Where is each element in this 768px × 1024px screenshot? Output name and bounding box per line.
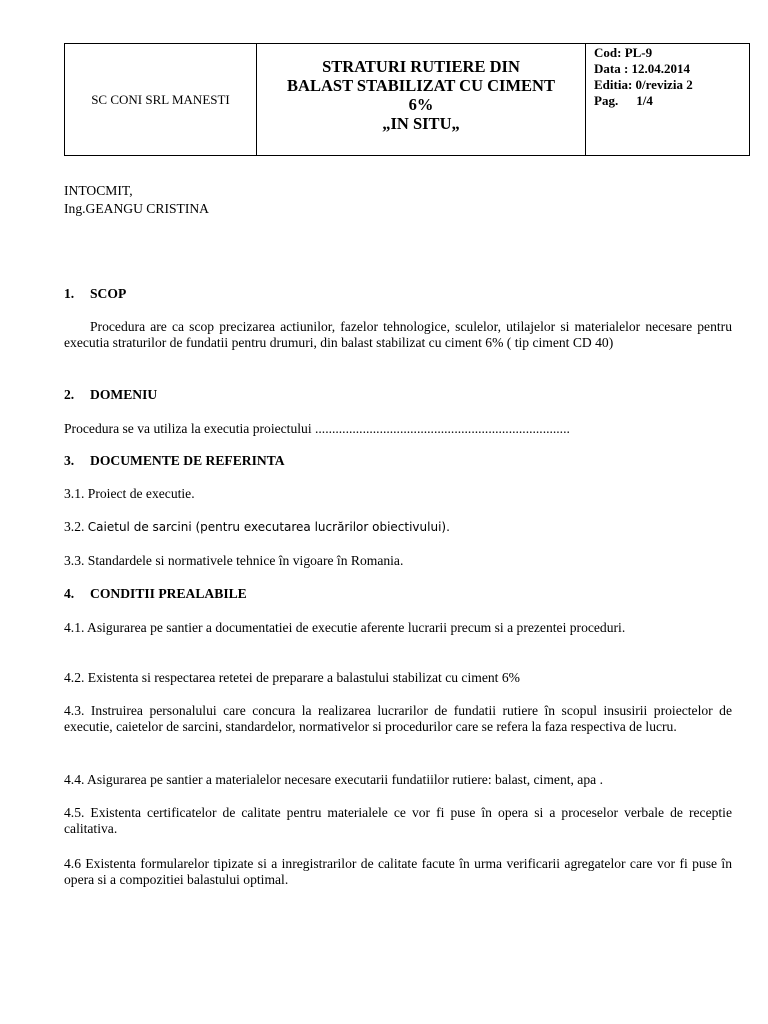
doc-edition: Editia: 0/revizia 2 (594, 77, 693, 92)
company-cell (65, 44, 257, 155)
section-3-heading (64, 453, 732, 469)
section-1-number: 1. (64, 286, 75, 301)
title-line-4: „IN SITU„ (382, 114, 460, 133)
author-name: Ing.GEANGU CRISTINA (64, 201, 209, 216)
section-4-title: CONDITII PREALABILE (90, 586, 247, 601)
section-3-item-3: 3.3. Standardele si normativele tehnice în vigoare în Romania. (64, 553, 404, 568)
section-4-item-1: 4.1. Asigurarea pe santier a documentatiei de executie aferente lucrarii precum si a prezentei proceduri. (64, 620, 626, 635)
section-1-heading (64, 286, 732, 302)
section-3-item-2-prefix: 3.2. (64, 519, 88, 534)
page-value: 1/4 (636, 93, 653, 108)
section-4-item-3: 4.3. Instruirea personalului care concura la realizarea lucrarilor de fundatii rutiere în scopul insusirii proiectelor de executie, caietelor de sarcini, standardelor, normativelor si procedurilor care se refera la faza respectiva de lucru. (64, 703, 732, 734)
section-4-item-4: 4.4. Asigurarea pe santier a materialelor necesare executarii fundatiilor rutiere: balast, ciment, apa . (64, 772, 603, 787)
title-line-1: STRATURI RUTIERE DIN (322, 57, 520, 76)
doc-code: Cod: PL-9 (594, 45, 653, 60)
title-line-3: 6% (408, 95, 434, 114)
section-4-number: 4. (64, 586, 75, 601)
header-table (64, 43, 750, 156)
section-1-text: Procedura are ca scop precizarea actiunilor, fazelor tehnologice, sculelor, utilajelor si materialelor necesare pentru executia straturilor de fundatii pentru drumuri, din balast stabilizat cu ciment 6% ( tip ciment CD 40) (64, 319, 732, 350)
document-title (257, 44, 586, 155)
doc-date: Data : 12.04.2014 (594, 61, 691, 76)
section-4-item-6: 4.6 Existenta formularelor tipizate si a inregistrarilor de calitate facute în urma verificarii agregatelor care vor fi puse în opera si a compozitiei balastului optimal. (64, 856, 732, 887)
section-2-heading (64, 387, 732, 403)
section-1-title: SCOP (90, 286, 127, 301)
document-meta (586, 44, 749, 155)
company-name: SC CONI SRL MANESTI (91, 91, 230, 107)
section-3-item-1: 3.1. Proiect de executie. (64, 486, 195, 501)
title-line-2: BALAST STABILIZAT CU CIMENT (287, 76, 555, 95)
section-3-number: 3. (64, 453, 75, 468)
section-3-item-2 (64, 519, 732, 535)
author-label: INTOCMIT, (64, 183, 133, 198)
section-2-title: DOMENIU (90, 387, 158, 402)
section-3-title: DOCUMENTE DE REFERINTA (90, 453, 285, 468)
section-4-item-5: 4.5. Existenta certificatelor de calitate pentru materialele ce vor fi puse în opera si a proceselor verbale de receptie calitativa. (64, 805, 732, 836)
section-4-heading (64, 586, 732, 602)
page-label: Pag. (594, 93, 619, 108)
doc-page (594, 93, 749, 109)
section-2-text: Procedura se va utiliza la executia proiectului ........................................................................... (64, 421, 570, 436)
section-3-item-2-text: Caietul de sarcini (pentru executarea lucrărilor obiectivului). (87, 520, 450, 534)
section-4-item-2: 4.2. Existenta si respectarea retetei de preparare a balastului stabilizat cu ciment 6% (64, 670, 520, 685)
section-2-number: 2. (64, 387, 75, 402)
